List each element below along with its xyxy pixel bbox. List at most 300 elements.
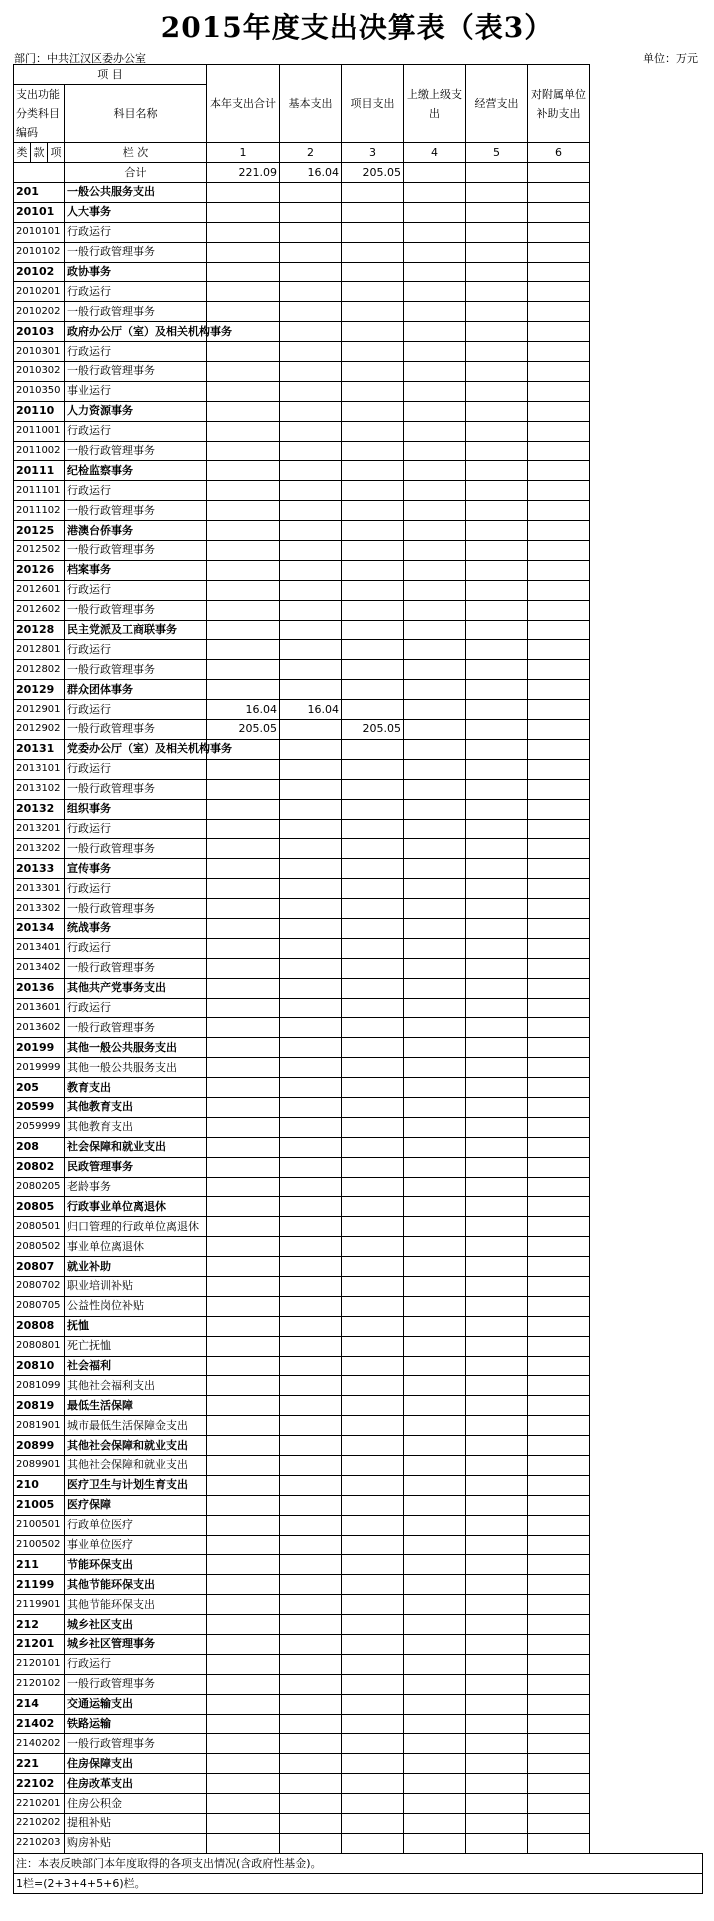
row-name: 一般行政管理事务	[65, 779, 207, 799]
row-basic	[280, 401, 342, 421]
row-subsidy	[528, 1356, 590, 1376]
row-name: 一般行政管理事务	[65, 1018, 207, 1038]
row-name: 行政运行	[65, 342, 207, 362]
row-code: 21199	[14, 1575, 65, 1595]
row-project-exp: 205.05	[342, 720, 404, 740]
row-subsidy	[528, 381, 590, 401]
row-total	[207, 660, 280, 680]
row-turn-in	[404, 1694, 466, 1714]
row-name: 民主党派及工商联事务	[65, 620, 207, 640]
row-project-exp	[342, 262, 404, 282]
row-name: 职业培训补贴	[65, 1276, 207, 1296]
row-name: 住房公积金	[65, 1794, 207, 1814]
row-operating	[466, 899, 528, 919]
row-subsidy	[528, 1475, 590, 1495]
row-name: 行政运行	[65, 222, 207, 242]
table-row	[14, 1018, 703, 1038]
row-basic	[280, 461, 342, 481]
row-operating	[466, 1018, 528, 1038]
row-turn-in	[404, 1336, 466, 1356]
row-subsidy	[528, 1654, 590, 1674]
row-total	[207, 1595, 280, 1615]
row-project-exp	[342, 739, 404, 759]
row-turn-in	[404, 1833, 466, 1853]
row-project-exp	[342, 1456, 404, 1476]
row-turn-in	[404, 1615, 466, 1635]
row-operating	[466, 759, 528, 779]
row-subsidy	[528, 1515, 590, 1535]
row-basic	[280, 1356, 342, 1376]
row-operating	[466, 1714, 528, 1734]
row-turn-in	[404, 1635, 466, 1655]
row-operating	[466, 1794, 528, 1814]
row-basic	[280, 1495, 342, 1515]
table-row	[14, 1674, 703, 1694]
table-row	[14, 1714, 703, 1734]
row-operating	[466, 859, 528, 879]
row-basic	[280, 541, 342, 561]
row-name: 一般行政管理事务	[65, 362, 207, 382]
row-total	[207, 1654, 280, 1674]
row-total	[207, 1416, 280, 1436]
row-subsidy	[528, 580, 590, 600]
row-code: 20136	[14, 978, 65, 998]
row-basic	[280, 1674, 342, 1694]
row-project-exp	[342, 1137, 404, 1157]
row-subsidy	[528, 1774, 590, 1794]
table-row	[14, 1336, 703, 1356]
row-code: 20899	[14, 1436, 65, 1456]
row-code: 20133	[14, 859, 65, 879]
row-name: 死亡抚恤	[65, 1336, 207, 1356]
col-num-5: 5	[466, 143, 528, 163]
row-operating	[466, 958, 528, 978]
row-basic	[280, 1814, 342, 1834]
row-subsidy	[528, 183, 590, 203]
row-subsidy	[528, 998, 590, 1018]
row-total	[207, 1615, 280, 1635]
row-name: 组织事务	[65, 799, 207, 819]
row-turn-in	[404, 739, 466, 759]
row-total	[207, 1475, 280, 1495]
row-operating	[466, 1635, 528, 1655]
row-name: 其他节能环保支出	[65, 1575, 207, 1595]
row-basic	[280, 1475, 342, 1495]
row-basic	[280, 1794, 342, 1814]
row-basic	[280, 720, 342, 740]
row-total	[207, 421, 280, 441]
row-basic	[280, 481, 342, 501]
row-subsidy	[528, 461, 590, 481]
row-code: 2010102	[14, 242, 65, 262]
row-operating	[466, 1615, 528, 1635]
table-row	[14, 1197, 703, 1217]
table-row	[14, 1833, 703, 1853]
row-total	[207, 1794, 280, 1814]
table-row	[14, 242, 703, 262]
row-total	[207, 1754, 280, 1774]
row-subsidy	[528, 560, 590, 580]
col-num-4: 4	[404, 143, 466, 163]
row-total	[207, 918, 280, 938]
row-name: 其他社会保障和就业支出	[65, 1436, 207, 1456]
row-project-exp	[342, 421, 404, 441]
row-turn-in	[404, 1396, 466, 1416]
table-row	[14, 183, 703, 203]
row-operating	[466, 1257, 528, 1277]
table-row	[14, 1774, 703, 1794]
row-code: 2011002	[14, 441, 65, 461]
row-name: 一般行政管理事务	[65, 839, 207, 859]
row-project-exp	[342, 700, 404, 720]
row-total	[207, 938, 280, 958]
row-code: 211	[14, 1555, 65, 1575]
row-basic	[280, 819, 342, 839]
table-row	[14, 1157, 703, 1177]
row-turn-in	[404, 1356, 466, 1376]
row-subsidy	[528, 1754, 590, 1774]
row-total	[207, 1814, 280, 1834]
row-name: 行政运行	[65, 938, 207, 958]
row-subsidy	[528, 1177, 590, 1197]
row-total	[207, 1734, 280, 1754]
row-operating	[466, 1754, 528, 1774]
row-operating	[466, 560, 528, 580]
row-project-exp	[342, 1197, 404, 1217]
row-subsidy	[528, 1217, 590, 1237]
row-name: 人大事务	[65, 202, 207, 222]
row-code: 2080501	[14, 1217, 65, 1237]
row-name: 行政运行	[65, 282, 207, 302]
row-turn-in	[404, 1157, 466, 1177]
row-turn-in	[404, 1575, 466, 1595]
row-code: 2080205	[14, 1177, 65, 1197]
row-code: 2059999	[14, 1117, 65, 1137]
row-basic	[280, 1038, 342, 1058]
row-subsidy	[528, 1316, 590, 1336]
table-row	[14, 1117, 703, 1137]
row-operating	[466, 1456, 528, 1476]
row-subsidy	[528, 501, 590, 521]
table-row	[14, 1058, 703, 1078]
row-code: 20819	[14, 1396, 65, 1416]
row-project-exp	[342, 1555, 404, 1575]
lei-header: 类	[14, 143, 31, 163]
row-basic	[280, 879, 342, 899]
row-subsidy	[528, 839, 590, 859]
row-total	[207, 1018, 280, 1038]
row-operating	[466, 580, 528, 600]
row-total	[207, 1157, 280, 1177]
row-turn-in	[404, 1436, 466, 1456]
unit-label: 单位：万元	[643, 52, 698, 65]
row-subsidy	[528, 441, 590, 461]
row-operating	[466, 461, 528, 481]
row-operating	[466, 202, 528, 222]
row-turn-in	[404, 1058, 466, 1078]
row-project-exp	[342, 580, 404, 600]
row-name: 人力资源事务	[65, 401, 207, 421]
table-row	[14, 481, 703, 501]
row-code: 205	[14, 1078, 65, 1098]
row-name: 住房保障支出	[65, 1754, 207, 1774]
row-project-exp	[342, 879, 404, 899]
row-total	[207, 1336, 280, 1356]
row-operating	[466, 1436, 528, 1456]
table-body	[14, 183, 703, 1854]
row-basic	[280, 1058, 342, 1078]
table-row	[14, 1595, 703, 1615]
row-turn-in	[404, 580, 466, 600]
row-project-exp	[342, 1635, 404, 1655]
row-total	[207, 819, 280, 839]
table-row	[14, 1754, 703, 1774]
row-name: 政府办公厅（室）及相关机构事务	[65, 322, 207, 342]
row-basic	[280, 1276, 342, 1296]
row-basic	[280, 1833, 342, 1853]
row-subsidy	[528, 680, 590, 700]
row-basic	[280, 978, 342, 998]
row-name: 其他社会保障和就业支出	[65, 1456, 207, 1476]
row-subsidy	[528, 1197, 590, 1217]
row-code: 2080705	[14, 1296, 65, 1316]
row-subsidy	[528, 421, 590, 441]
row-name: 一般行政管理事务	[65, 899, 207, 919]
row-total	[207, 202, 280, 222]
row-turn-in	[404, 978, 466, 998]
row-subsidy	[528, 1555, 590, 1575]
row-code: 20808	[14, 1316, 65, 1336]
table-row	[14, 202, 703, 222]
row-code: 201	[14, 183, 65, 203]
row-name: 行政运行	[65, 819, 207, 839]
row-turn-in	[404, 362, 466, 382]
lanci-header: 栏 次	[65, 143, 207, 163]
table-row	[14, 421, 703, 441]
row-basic	[280, 1217, 342, 1237]
row-total	[207, 1257, 280, 1277]
row-subsidy	[528, 1575, 590, 1595]
row-total	[207, 1376, 280, 1396]
row-total	[207, 958, 280, 978]
row-name: 行政运行	[65, 700, 207, 720]
row-subsidy	[528, 282, 590, 302]
table-row	[14, 560, 703, 580]
row-name: 纪检监察事务	[65, 461, 207, 481]
row-project-exp	[342, 1157, 404, 1177]
row-basic	[280, 202, 342, 222]
row-project-exp	[342, 1316, 404, 1336]
row-name: 行政运行	[65, 879, 207, 899]
row-turn-in	[404, 183, 466, 203]
row-name: 住房改革支出	[65, 1774, 207, 1794]
row-project-exp	[342, 1237, 404, 1257]
row-total	[207, 1833, 280, 1853]
row-basic	[280, 222, 342, 242]
row-operating	[466, 1654, 528, 1674]
row-operating	[466, 620, 528, 640]
row-total	[207, 401, 280, 421]
table-row	[14, 1137, 703, 1157]
col-num-2: 2	[280, 143, 342, 163]
row-name: 一般行政管理事务	[65, 501, 207, 521]
row-operating	[466, 1217, 528, 1237]
row-name: 医疗保障	[65, 1495, 207, 1515]
row-operating	[466, 1276, 528, 1296]
row-code: 20132	[14, 799, 65, 819]
row-name: 购房补贴	[65, 1833, 207, 1853]
table-row	[14, 1436, 703, 1456]
row-operating	[466, 879, 528, 899]
table-row	[14, 1734, 703, 1754]
table-row	[14, 1356, 703, 1376]
row-turn-in	[404, 302, 466, 322]
row-subsidy	[528, 1456, 590, 1476]
row-subsidy	[528, 1396, 590, 1416]
row-subsidy	[528, 1376, 590, 1396]
row-turn-in	[404, 1038, 466, 1058]
row-code: 20134	[14, 918, 65, 938]
row-code: 2080502	[14, 1237, 65, 1257]
row-project-exp	[342, 501, 404, 521]
row-basic	[280, 1336, 342, 1356]
row-code: 2140202	[14, 1734, 65, 1754]
table-row	[14, 1416, 703, 1436]
row-operating	[466, 1416, 528, 1436]
row-project-exp	[342, 958, 404, 978]
row-code: 20131	[14, 739, 65, 759]
row-code: 2012801	[14, 640, 65, 660]
row-operating	[466, 262, 528, 282]
row-total	[207, 541, 280, 561]
row-basic	[280, 1694, 342, 1714]
row-name: 宣传事务	[65, 859, 207, 879]
row-project-exp	[342, 1734, 404, 1754]
row-total	[207, 1117, 280, 1137]
row-code: 20111	[14, 461, 65, 481]
row-code: 21005	[14, 1495, 65, 1515]
row-turn-in	[404, 1535, 466, 1555]
row-total	[207, 262, 280, 282]
col-total-header: 本年支出合计	[207, 65, 280, 143]
row-code: 2012802	[14, 660, 65, 680]
row-turn-in	[404, 342, 466, 362]
row-basic	[280, 938, 342, 958]
row-subsidy	[528, 1137, 590, 1157]
row-project-exp	[342, 302, 404, 322]
row-name: 其他一般公共服务支出	[65, 1038, 207, 1058]
note-1: 注：本表反映部门本年度取得的各项支出情况(含政府性基金)。	[14, 1853, 703, 1873]
table-row	[14, 1296, 703, 1316]
row-operating	[466, 1237, 528, 1257]
row-total	[207, 1197, 280, 1217]
row-subsidy	[528, 1018, 590, 1038]
row-project-exp	[342, 222, 404, 242]
row-code: 2013301	[14, 879, 65, 899]
table-row	[14, 1475, 703, 1495]
row-total	[207, 1058, 280, 1078]
row-total	[207, 501, 280, 521]
row-name: 其他教育支出	[65, 1097, 207, 1117]
row-operating	[466, 222, 528, 242]
row-operating	[466, 779, 528, 799]
row-total	[207, 799, 280, 819]
row-operating	[466, 1376, 528, 1396]
row-turn-in	[404, 1217, 466, 1237]
row-name: 抚恤	[65, 1316, 207, 1336]
row-turn-in	[404, 1316, 466, 1336]
row-total	[207, 1217, 280, 1237]
row-total	[207, 1356, 280, 1376]
row-basic	[280, 1754, 342, 1774]
row-project-exp	[342, 1674, 404, 1694]
row-subsidy	[528, 1078, 590, 1098]
row-code: 2080702	[14, 1276, 65, 1296]
row-operating	[466, 1117, 528, 1137]
row-code: 2012901	[14, 700, 65, 720]
row-operating	[466, 998, 528, 1018]
row-turn-in	[404, 1276, 466, 1296]
row-subsidy	[528, 958, 590, 978]
row-code: 2100501	[14, 1515, 65, 1535]
table-row	[14, 362, 703, 382]
row-name: 其他社会福利支出	[65, 1376, 207, 1396]
row-operating	[466, 640, 528, 660]
row-project-exp	[342, 640, 404, 660]
row-basic	[280, 262, 342, 282]
row-subsidy	[528, 899, 590, 919]
row-name: 医疗卫生与计划生育支出	[65, 1475, 207, 1495]
row-operating	[466, 381, 528, 401]
col-basic-header: 基本支出	[280, 65, 342, 143]
row-total	[207, 1674, 280, 1694]
row-turn-in	[404, 1376, 466, 1396]
row-name: 行政运行	[65, 481, 207, 501]
row-subsidy	[528, 1734, 590, 1754]
row-code: 20126	[14, 560, 65, 580]
row-basic	[280, 998, 342, 1018]
row-turn-in	[404, 1078, 466, 1098]
row-code: 2081099	[14, 1376, 65, 1396]
row-basic	[280, 1097, 342, 1117]
row-code: 20103	[14, 322, 65, 342]
row-basic	[280, 521, 342, 541]
row-subsidy	[528, 481, 590, 501]
row-turn-in	[404, 1197, 466, 1217]
row-basic	[280, 620, 342, 640]
row-turn-in	[404, 600, 466, 620]
total-operating	[466, 163, 528, 183]
row-basic	[280, 1436, 342, 1456]
row-turn-in	[404, 1257, 466, 1277]
row-basic	[280, 580, 342, 600]
row-subsidy	[528, 1495, 590, 1515]
table-row	[14, 521, 703, 541]
row-subsidy	[528, 1097, 590, 1117]
row-name: 一般公共服务支出	[65, 183, 207, 203]
row-project-exp	[342, 1654, 404, 1674]
row-code: 20199	[14, 1038, 65, 1058]
row-basic	[280, 759, 342, 779]
row-total	[207, 899, 280, 919]
row-project-exp	[342, 938, 404, 958]
row-turn-in	[404, 1296, 466, 1316]
row-project-exp	[342, 1794, 404, 1814]
row-turn-in	[404, 1654, 466, 1674]
row-name: 一般行政管理事务	[65, 242, 207, 262]
row-code: 20101	[14, 202, 65, 222]
row-project-exp	[342, 362, 404, 382]
